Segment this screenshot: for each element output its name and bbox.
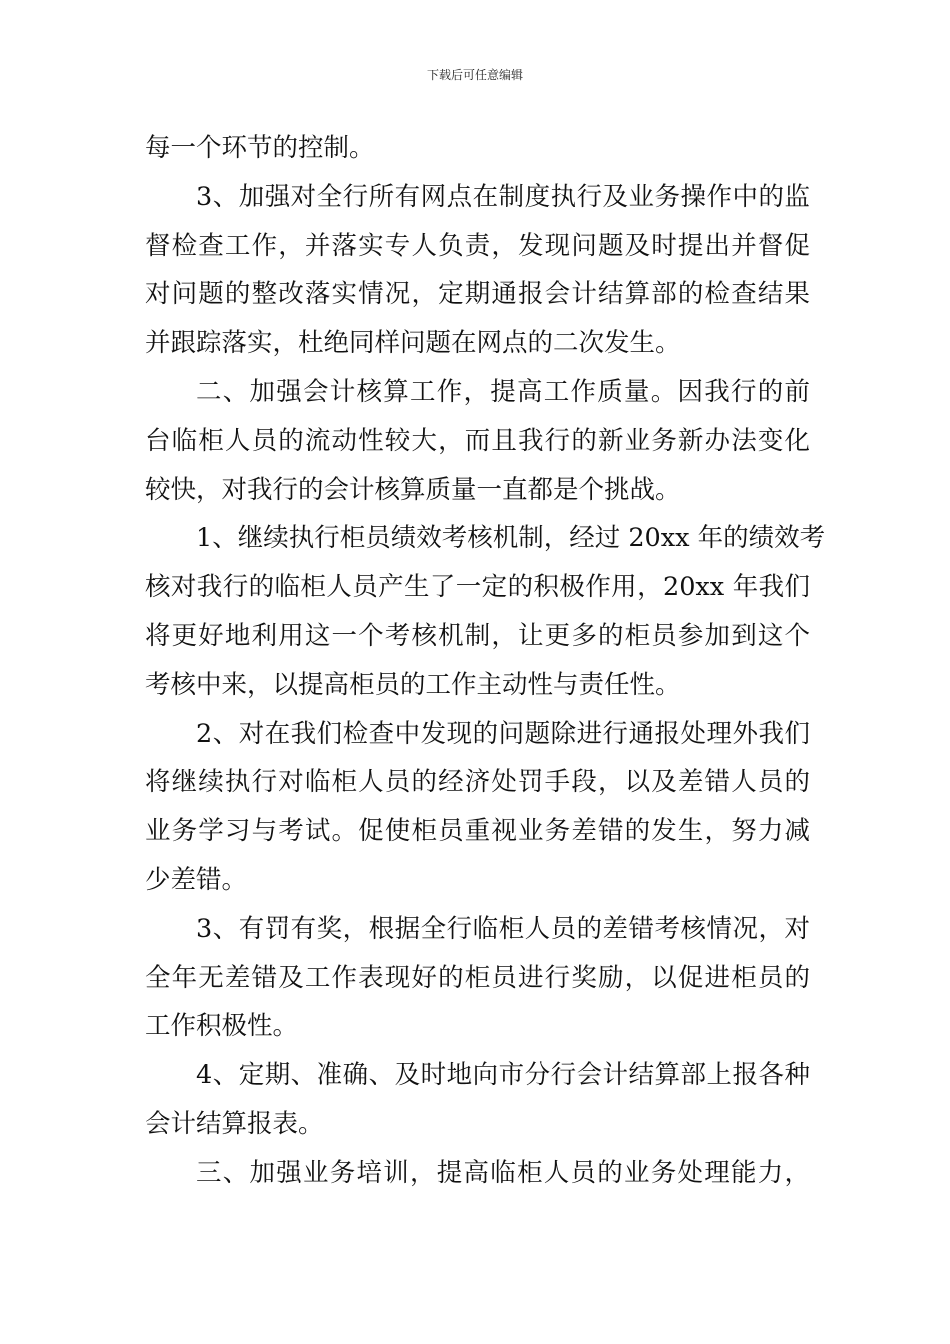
text-line: 较快，对我行的会计核算质量一直都是个挑战。 bbox=[145, 474, 681, 505]
text-line: 2、对在我们检查中发现的问题除进行通报处理外我们 bbox=[196, 718, 810, 749]
text-line: 对问题的整改落实情况，定期通报会计结算部的检查结果 bbox=[145, 279, 810, 310]
text-line: 业务学习与考试。促使柜员重视业务差错的发生，努力减 bbox=[145, 816, 810, 847]
text-line: 每一个环节的控制。 bbox=[145, 133, 375, 163]
text-line: 督检查工作，并落实专人负责，发现问题及时提出并督促 bbox=[145, 230, 810, 261]
text-line: 二、加强会计核算工作，提高工作质量。因我行的前 bbox=[196, 376, 810, 407]
text-line: 三、加强业务培训，提高临柜人员的业务处理能力， bbox=[196, 1157, 810, 1188]
text-line: 将继续执行对临柜人员的经济处罚手段，以及差错人员的 bbox=[145, 767, 810, 798]
text-line: 3、加强对全行所有网点在制度执行及业务操作中的监 bbox=[196, 181, 810, 212]
text-line: 4、定期、准确、及时地向市分行会计结算部上报各种 bbox=[196, 1060, 810, 1091]
text-line: 考核中来，以提高柜员的工作主动性与责任性。 bbox=[145, 669, 681, 700]
text-line: 工作积极性。 bbox=[145, 1011, 299, 1042]
text-line: 1、继续执行柜员绩效考核机制，经过 20xx 年的绩效考 bbox=[196, 523, 826, 554]
text-line: 台临柜人员的流动性较大，而且我行的新业务新办法变化 bbox=[145, 425, 810, 456]
text-line: 全年无差错及工作表现好的柜员进行奖励，以促进柜员的 bbox=[145, 962, 810, 993]
text-line: 核对我行的临柜人员产生了一定的积极作用，20xx 年我们 bbox=[145, 572, 810, 603]
text-line: 将更好地利用这一个考核机制，让更多的柜员参加到这个 bbox=[145, 620, 810, 651]
text-line: 会计结算报表。 bbox=[145, 1108, 324, 1139]
text-line: 3、有罚有奖，根据全行临柜人员的差错考核情况，对 bbox=[196, 913, 810, 944]
page-header: 下载后可任意编辑 bbox=[426, 68, 523, 82]
text-line: 少差错。 bbox=[145, 864, 248, 895]
text-line: 并跟踪落实，杜绝同样问题在网点的二次发生。 bbox=[145, 328, 681, 359]
document-body bbox=[145, 124, 826, 1198]
